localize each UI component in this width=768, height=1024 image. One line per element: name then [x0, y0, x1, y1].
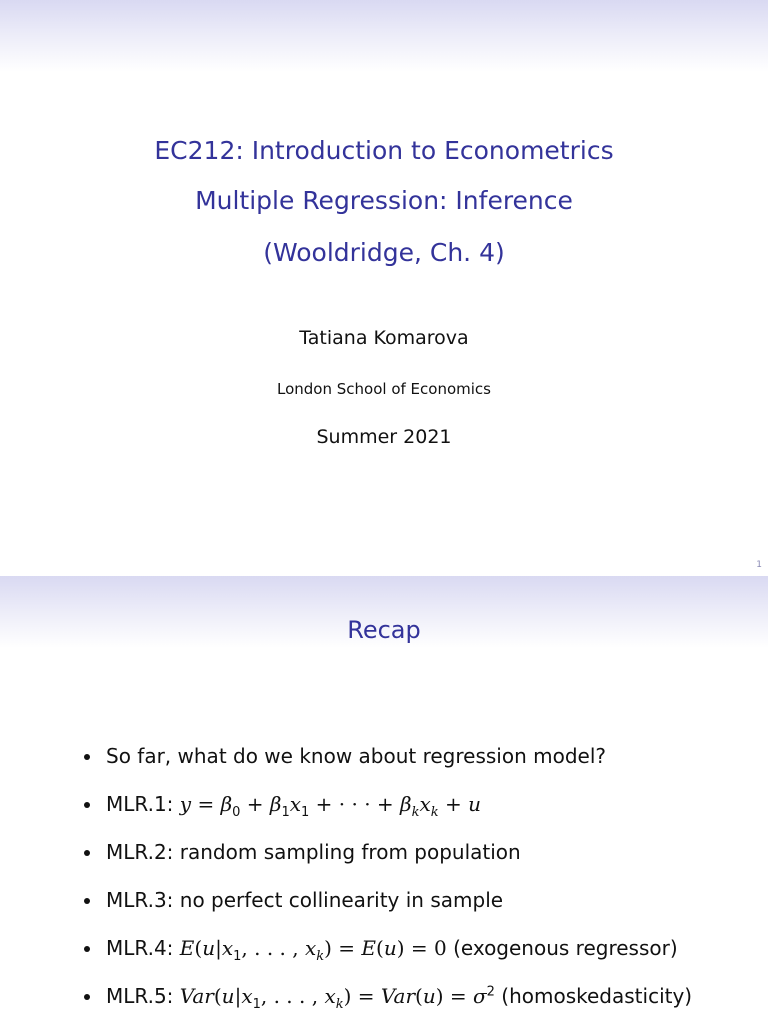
institution-name: London School of Economics	[277, 380, 491, 398]
page-number: 1	[756, 560, 762, 570]
presentation-date: Summer 2021	[316, 426, 452, 448]
slide-heading: Recap	[347, 616, 421, 644]
bullet-label: MLR.3:	[106, 888, 174, 912]
bullet-text: random sampling from population	[179, 840, 521, 864]
bullet-icon	[84, 994, 90, 1000]
list-item	[84, 787, 764, 835]
list-item	[84, 931, 764, 979]
bullet-text: no perfect collinearity in sample	[179, 888, 504, 912]
author-name: Tatiana Komarova	[299, 327, 469, 349]
list-item	[84, 835, 764, 883]
reference-title: (Wooldridge, Ch. 4)	[263, 238, 505, 267]
list-item	[84, 979, 764, 1024]
bullet-label: MLR.4:	[106, 936, 174, 960]
bullet-note: (homoskedasticity)	[501, 984, 693, 1008]
bullet-label: MLR.2:	[106, 840, 174, 864]
bullet-icon	[84, 898, 90, 904]
list-item	[84, 739, 764, 787]
recap-slide	[0, 576, 768, 1024]
bullet-icon	[84, 754, 90, 760]
assumption-list	[84, 739, 764, 1024]
bullet-label: MLR.5:	[106, 984, 174, 1008]
bullet-icon	[84, 802, 90, 808]
bullet-icon	[84, 850, 90, 856]
mlr5-equation: $Var(u|x_1$, . . . , $x_k) = Var(u) = \sigma^2$	[179, 984, 495, 1012]
header-band	[0, 0, 768, 72]
course-title: EC212: Introduction to Econometrics	[154, 136, 614, 165]
bullet-text: So far, what do we know about regression model?	[106, 744, 607, 768]
bullet-note: (exogenous regressor)	[453, 936, 678, 960]
lecture-title: Multiple Regression: Inference	[195, 186, 573, 215]
bullet-label: MLR.1:	[106, 792, 174, 816]
bullet-icon	[84, 946, 90, 952]
list-item	[84, 883, 764, 931]
mlr1-equation: $y = \beta_0 + \beta_1x_1$ + · · · + $\beta_kx_k + u$	[179, 792, 482, 820]
mlr4-equation: $E(u|x_1$, . . . , $x_k) = E(u) = 0$	[179, 936, 447, 964]
